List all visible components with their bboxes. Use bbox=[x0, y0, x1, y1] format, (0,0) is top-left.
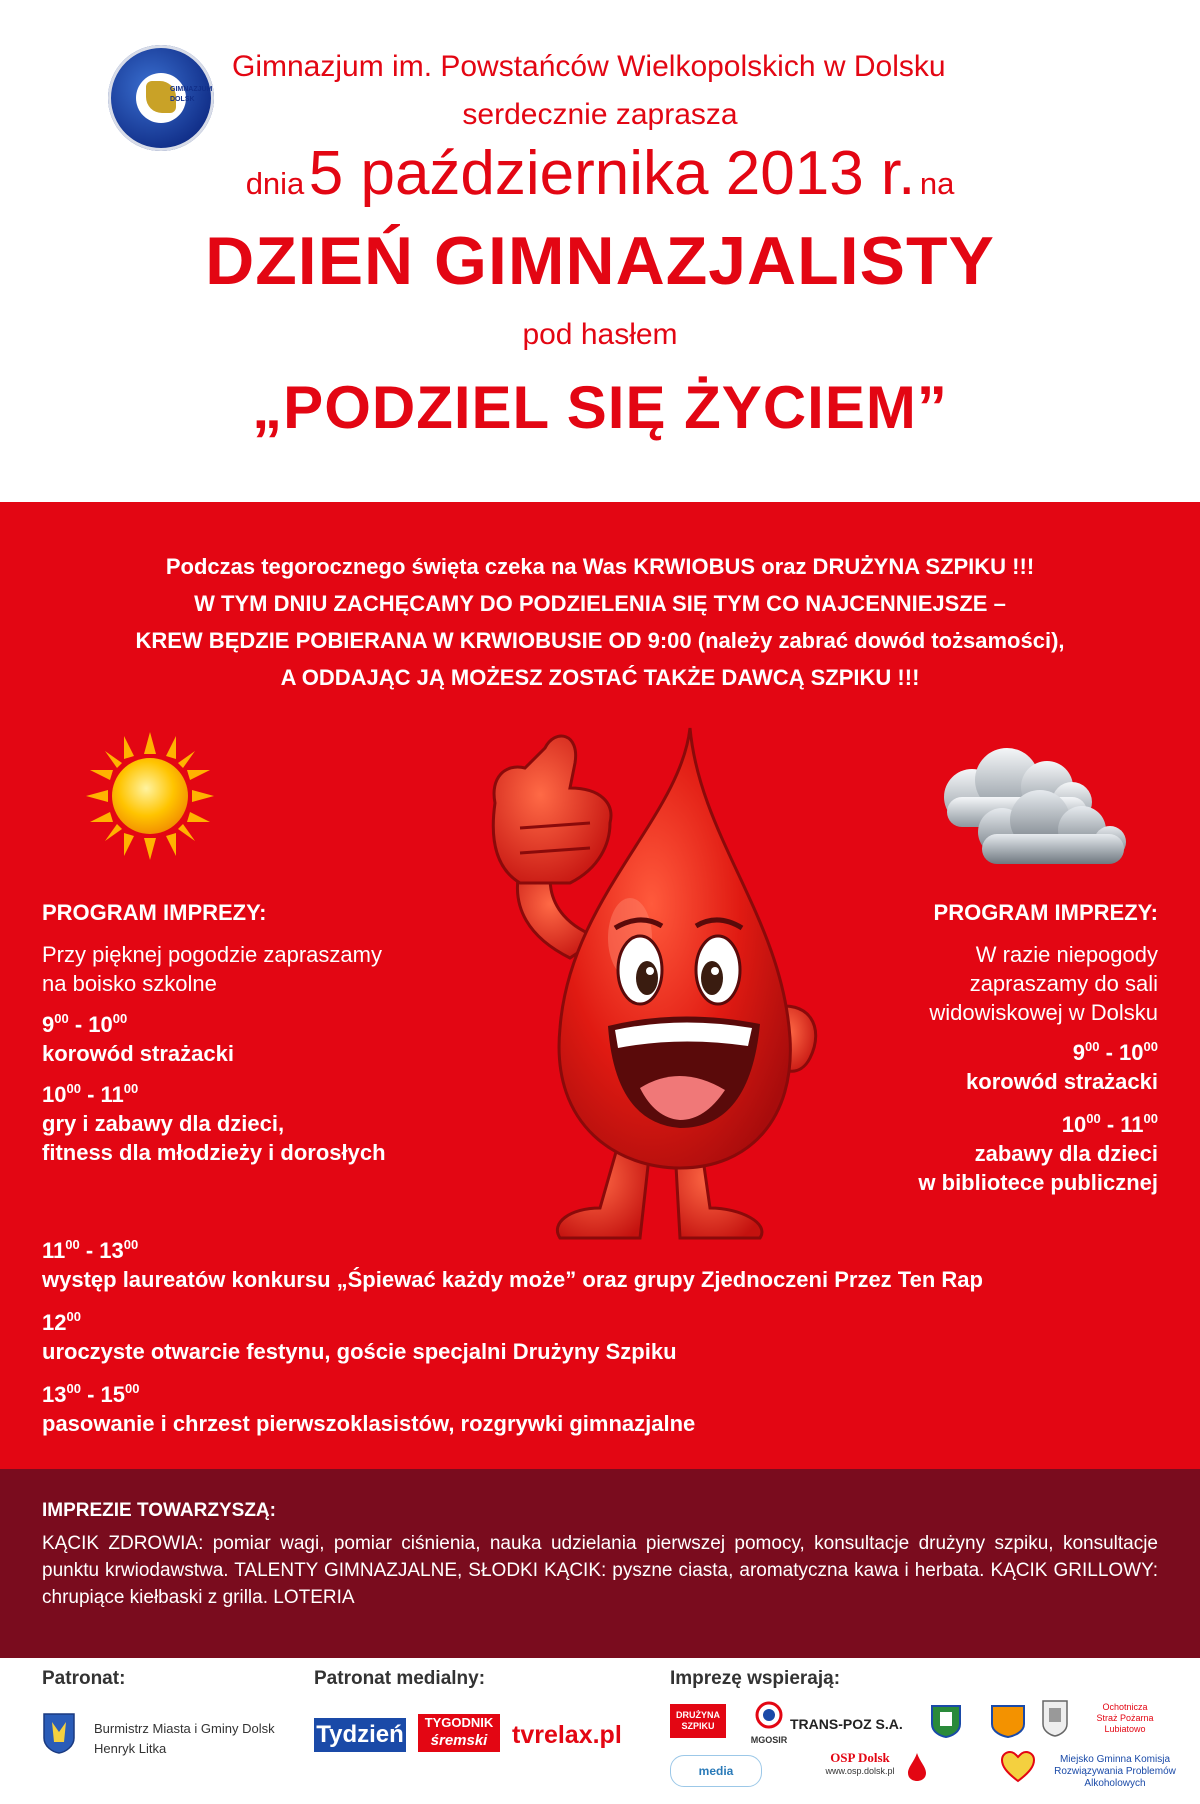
sponsor-crest-3-icon bbox=[1040, 1698, 1070, 1738]
media-label: Patronat medialny: bbox=[314, 1668, 486, 1689]
patronat-label: Patronat: bbox=[42, 1668, 126, 1689]
right-desc-line-2: zapraszamy do sali bbox=[969, 971, 1158, 996]
intro-line-3: KREW BĘDZIE POBIERANA W KRWIOBUSIE OD 9:00 (należy zabrać dowód tożsamości), bbox=[135, 628, 1065, 653]
common-item-2-time: $12^{00}$ bbox=[42, 1309, 81, 1335]
right-item-1-time: $9^{00} - 10^{00}$ bbox=[1072, 1039, 1158, 1065]
media-logo-tvrelax: tvrelax.pl bbox=[512, 1721, 622, 1749]
common-item-2-text: uroczyste otwarcie festynu, goście specjalni Drużyny Szpiku bbox=[42, 1339, 677, 1364]
osp-lubiatowo-line-2: Straż Pożarna bbox=[1096, 1713, 1154, 1723]
left-item-2-text-1: gry i zabawy dla dzieci, bbox=[42, 1111, 285, 1136]
city-crest-icon bbox=[42, 1712, 76, 1754]
common-item-3-text: pasowanie i chrzest pierwszoklasistów, rozgrywki gimnazjalne bbox=[42, 1411, 696, 1436]
accompany-text: KĄCIK ZDROWIA: pomiar wagi, pomiar ciśnienia, nauka udzielania pierwszej pomocy, konsultacje drużyny szpiku, konsultacje punktu krwiodawstwa. TALENTY GIMNAZJALNE, SŁODKI KĄCIK: pyszne ciasta, aromatyczna kawa i herbata. KĄCIK GRILLOWY: chrupiące kiełbaski z grilla. LOTERIA bbox=[42, 1533, 1158, 1608]
logo-text: GIMNAZJUM DOLSK bbox=[170, 86, 213, 103]
blood-drop-icon bbox=[906, 1752, 928, 1782]
common-item-3 bbox=[42, 1380, 1162, 1438]
sponsor-media: media bbox=[670, 1755, 762, 1787]
komisja-line-1: Miejsko Gminna Komisja bbox=[1059, 1754, 1171, 1765]
cloud-icon bbox=[922, 742, 1132, 872]
sponsor-osp-lubiatowo bbox=[1080, 1702, 1170, 1735]
osp-lubiatowo-line-3: Lubiatowo bbox=[1104, 1724, 1146, 1734]
media-logo-tydzien: Tydzień bbox=[314, 1718, 406, 1752]
sponsor-crest-1-icon bbox=[930, 1704, 962, 1738]
left-program-desc bbox=[42, 940, 482, 998]
right-item-2-text-2: w bibliotece publicznej bbox=[918, 1170, 1158, 1195]
intro-line-4: A ODDAJĄC JĄ MOŻESZ ZOSTAĆ TAKŻE DAWCĄ SZPIKU !!! bbox=[280, 665, 920, 690]
sponsor-trans-poz: TRANS-POZ S.A. bbox=[790, 1716, 903, 1732]
right-desc-line-3: widowiskowej w Dolsku bbox=[929, 1000, 1158, 1025]
right-item-2-text-1: zabawy dla dzieci bbox=[974, 1141, 1158, 1166]
date-line bbox=[0, 138, 1200, 209]
media-tygodnik-top: TYGODNIK bbox=[424, 1715, 494, 1730]
motto: „PODZIEL SIĘ ŻYCIEM” bbox=[252, 374, 948, 441]
intro-line-2: W TYM DNIU ZACHĘCAMY DO PODZIELENIA SIĘ TYM CO NAJCENNIEJSZE – bbox=[194, 591, 1006, 616]
right-item-2 bbox=[780, 1110, 1158, 1197]
common-item-1-text: występ laureatów konkursu „Śpiewać każdy może” oraz grupy Zjednoczeni Przez Ten Rap bbox=[42, 1267, 983, 1292]
sponsor-druzyna-szpiku: DRUŻYNA SZPIKU bbox=[670, 1704, 726, 1738]
left-item-2 bbox=[42, 1080, 482, 1167]
osp-dolsk-label: OSP Dolsk bbox=[830, 1750, 890, 1765]
komisja-line-3: Alkoholowych bbox=[1084, 1778, 1146, 1789]
right-desc-line-1: W razie niepogody bbox=[975, 942, 1158, 967]
left-item-1-time: $9^{00} - 10^{00}$ bbox=[42, 1011, 128, 1037]
date-pre: dnia bbox=[245, 166, 305, 201]
support-label: Imprezę wspierają: bbox=[670, 1668, 841, 1689]
media-logo-tygodnik bbox=[418, 1714, 500, 1752]
right-item-1-text: korowód strażacki bbox=[966, 1069, 1158, 1094]
sun-icon bbox=[86, 732, 214, 860]
mgosir-icon bbox=[754, 1700, 784, 1730]
accompany-heading: IMPREZIE TOWARZYSZĄ: bbox=[42, 1500, 276, 1521]
osp-lubiatowo-line-1: Ochotnicza bbox=[1102, 1702, 1148, 1712]
left-desc-line-2: na boisko szkolne bbox=[42, 971, 217, 996]
common-item-1 bbox=[42, 1236, 1162, 1294]
sponsor-mgosir bbox=[742, 1700, 796, 1750]
school-name: Gimnazjum im. Powstańców Wielkopolskich w Dolsku bbox=[232, 50, 946, 83]
intro-line-1: Podczas tegorocznego święta czeka na Was KRWIOBUS oraz DRUŻYNA SZPIKU !!! bbox=[165, 554, 1035, 579]
right-program-heading: PROGRAM IMPREZY: bbox=[933, 900, 1158, 925]
common-item-1-time: $11^{00} - 13^{00}$ bbox=[42, 1237, 139, 1263]
left-program-heading: PROGRAM IMPREZY: bbox=[42, 900, 267, 925]
osp-dolsk-url: www.osp.dolsk.pl bbox=[825, 1766, 895, 1776]
komisja-line-2: Rozwiązywania Problemów bbox=[1054, 1766, 1176, 1777]
left-desc-line-1: Przy pięknej pogodzie zapraszamy bbox=[42, 942, 382, 967]
left-item-2-time: $10^{00} - 11^{00}$ bbox=[42, 1081, 139, 1107]
patronat-name-1: Burmistrz Miasta i Gminy Dolsk bbox=[94, 1721, 275, 1736]
left-item-2-text-2: fitness dla młodzieży i dorosłych bbox=[42, 1140, 386, 1165]
right-item-2-time: $10^{00} - 11^{00}$ bbox=[1061, 1111, 1158, 1137]
left-item-1-text: korowód strażacki bbox=[42, 1041, 234, 1066]
motto-intro: pod hasłem bbox=[522, 318, 678, 351]
patronat-name-2: Henryk Litka bbox=[94, 1741, 167, 1756]
left-item-1 bbox=[42, 1010, 482, 1068]
sponsor-komisja bbox=[1050, 1754, 1180, 1790]
right-item-1 bbox=[780, 1038, 1158, 1096]
sponsor-heart-icon bbox=[1000, 1750, 1036, 1784]
invite-line: serdecznie zaprasza bbox=[462, 98, 738, 131]
event-date: 5 października 2013 r. bbox=[308, 139, 916, 208]
mgosir-label: MGOSIR bbox=[750, 1735, 788, 1745]
sponsor-crest-2-icon bbox=[990, 1704, 1026, 1738]
common-item-3-time: $13^{00} - 15^{00}$ bbox=[42, 1381, 140, 1407]
common-item-2 bbox=[42, 1308, 1162, 1366]
right-program-desc bbox=[780, 940, 1158, 1027]
event-title: DZIEŃ GIMNAZJALISTY bbox=[205, 223, 995, 299]
media-tygodnik-bottom: śremski bbox=[430, 1732, 488, 1749]
date-post: na bbox=[919, 166, 955, 201]
intro-text bbox=[0, 548, 1200, 696]
patronat-names bbox=[94, 1719, 275, 1759]
sponsor-osp-dolsk bbox=[800, 1750, 920, 1776]
